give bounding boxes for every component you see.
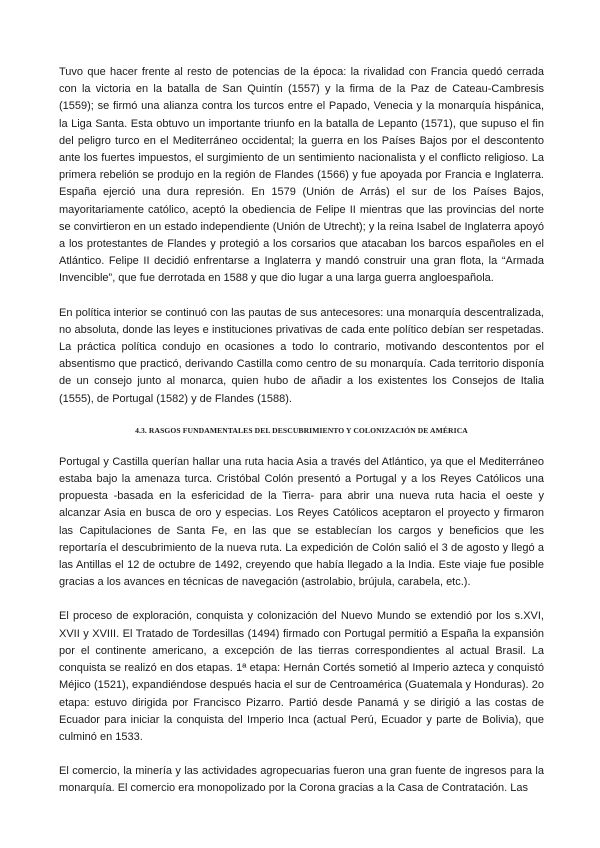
- paragraph-discovery: Portugal y Castilla querían hallar una ruta hacia Asia a través del Atlántico, ya que el Mediterráneo estaba bajo la amenaza turca. Cristóbal Colón presentó a Portugal y a los Reyes Católicos una propuesta -basada en la esfericidad de la Tierra- para abrir una nueva ruta hacia el oeste y alcanzar Asia en busca de oro y especias. Los Reyes Católicos aceptaron el proyecto y firmaron las Capitulaciones de Santa Fe, en las que se establecían los cargos y beneficios que les reportaría el descubrimiento de la nueva ruta. La expedición de Colón salió el 3 de agosto y llegó a las Antillas el 12 de octubre de 1492, creyendo que había llegado a la India. Este viaje fue posible gracias a los avances en técnicas de navegación (astrolabio, brújula, carabela, etc.).: [59, 455, 544, 589]
- paragraph-commerce: El comercio, la minería y las actividades agropecuarias fueron una gran fuente de ingresos para la monarquía. El comercio era monopolizado por la Corona gracias a la Casa de Contratación. Las: [59, 765, 544, 795]
- document-body: [59, 64, 544, 815]
- section-heading: 4.3. RASGOS FUNDAMENTALES DEL DESCUBRIMIENTO Y COLONIZACIÓN DE AMÉRICA: [135, 425, 468, 435]
- paragraph-foreign-policy: Tuvo que hacer frente al resto de potencias de la época: la rivalidad con Francia quedó cerrada con la victoria en la batalla de San Quintín (1557) y la firma de la Paz de Cateau-Cambresis (1559); se firmó una alianza contra los turcos entre el Papado, Venecia y la monarquía hispánica, la Liga Santa. Esta obtuvo un importante triunfo en la batalla de Lepanto (1571), que supuso el fin del peligro turco en el Mediterráneo occidental; la guerra en los Países Bajos por el descontento ante los fuertes impuestos, el surgimiento de un sentimiento nacionalista y el conflicto religioso. La primera rebelión se produjo en la región de Flandes (1566) y fue apoyada por Francia e Inglaterra. España ejerció una dura represión. En 1579 (Unión de Arrás) el sur de los Países Bajos, mayoritariamente católico, aceptó la obediencia de Felipe II mientras que las provincias del norte se convirtieron en un estado independiente (Unión de Utrecht); y la reina Isabel de Inglaterra apoyó a los protestantes de Flandes y protegió a los corsarios que atacaban los barcos españoles en el Atlántico. Felipe II decidió enfrentarse a Inglaterra y mandó construir una gran flota, la “Armada Invencible”, que fue derrotada en 1588 y que dio lugar a una larga guerra angloespañola.: [59, 66, 544, 285]
- paragraph-conquest: El proceso de exploración, conquista y colonización del Nuevo Mundo se extendió por los s.XVI, XVII y XVIII. El Tratado de Tordesillas (1494) firmado con Portugal permitió a España la expansión por el continente americano, a excepción de las tierras correspondientes al actual Brasil. La conquista se realizó en dos etapas. 1ª etapa: Hernán Cortés sometió al Imperio azteca y conquistó Méjico (1521), expandiéndose después hacia el sur de Centroamérica (Guatemala y Honduras). 2o etapa: estuvo dirigida por Francisco Pizarro. Partió desde Panamá y se dirigió a las costas de Ecuador para iniciar la conquista del Imperio Inca (actual Perú, Ecuador y parte de Bolivia), que culminó en 1533.: [59, 610, 544, 743]
- paragraph-domestic-policy: En política interior se continuó con las pautas de sus antecesores: una monarquía descentralizada, no absoluta, donde las leyes e instituciones privativas de cada ente político debían ser respetadas. La práctica política condujo en ocasiones a todo lo contrario, motivando descontentos por el absentismo que practicó, derivando Castilla como centro de su monarquía. Cada territorio disponía de un consejo junto al monarca, quien hubo de añadir a los existentes los Consejos de Italia (1555), de Portugal (1582) y de Flandes (1588).: [59, 306, 544, 405]
